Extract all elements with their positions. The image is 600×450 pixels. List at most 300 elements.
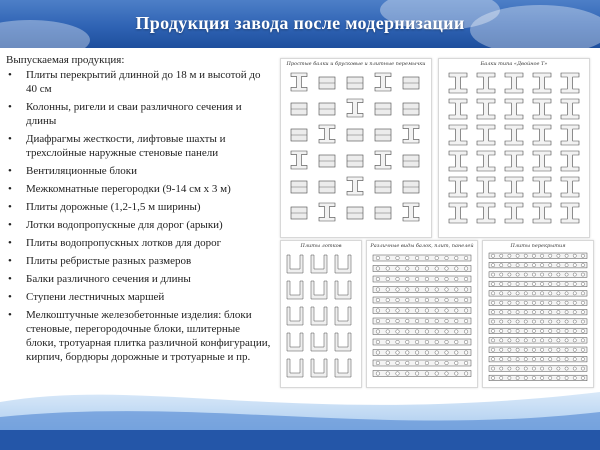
product-list-item (6, 254, 272, 268)
drawing-stroke (557, 329, 560, 332)
drawing-stroke (435, 288, 439, 292)
drawing-stroke (396, 298, 400, 302)
drawing-stroke (376, 277, 380, 281)
drawing-stroke (396, 256, 400, 260)
drawing-stroke (464, 267, 468, 271)
drawing-stroke (565, 348, 568, 351)
drawing-stroke (581, 367, 584, 370)
drawing-stroke (335, 307, 351, 325)
drawing-stroke (415, 309, 419, 313)
drawing-stroke (415, 319, 419, 323)
drawing-stroke (406, 340, 410, 344)
drawing-stroke (445, 319, 449, 323)
drawing-stroke (425, 309, 429, 313)
drawing-stroke (491, 301, 494, 304)
drawing-stroke (565, 329, 568, 332)
drawing-stroke (489, 262, 587, 268)
drawing-stroke (319, 203, 335, 221)
drawing-stroke (516, 264, 519, 267)
drawing-stroke (464, 340, 468, 344)
drawing-stroke (425, 319, 429, 323)
drawing-stroke (455, 277, 459, 281)
drawing-stroke (565, 292, 568, 295)
drawing-stroke (516, 358, 519, 361)
drawing-stroke (549, 339, 552, 342)
drawing-stroke (516, 329, 519, 332)
drawing-stroke (557, 358, 560, 361)
drawing-stroke (508, 273, 511, 276)
drawing-stroke (489, 319, 587, 325)
drawing-stroke (500, 329, 503, 332)
drawing-stroke (376, 340, 380, 344)
drawing-stroke (500, 273, 503, 276)
drawing-stroke (425, 298, 429, 302)
drawing-stroke (455, 267, 459, 271)
drawing-stroke (386, 256, 390, 260)
drawing-stroke (524, 292, 527, 295)
drawing-stroke (406, 267, 410, 271)
footer-bar (0, 430, 600, 450)
drawing-stroke (415, 288, 419, 292)
drawing-stroke (573, 282, 576, 285)
drawing-stroke (581, 358, 584, 361)
product-list-item-text: Мелкоштучные железобетонные изделия: блоки стеновые, перегородочные блоки, шлитерные блоки, тротуарная плитка различной конфигурации, кирпич, бордюры дорожные и тротуарные и пр. (26, 309, 271, 363)
drawing-stroke (581, 273, 584, 276)
product-list-item-text: Плиты водопропускных лотков для дорог (26, 237, 222, 249)
bullet-icon: • (8, 309, 12, 321)
drawing-stroke (508, 358, 511, 361)
drawing-stroke (573, 273, 576, 276)
drawing-stroke (376, 351, 380, 355)
drawing-stroke (508, 282, 511, 285)
drawing-stroke (464, 351, 468, 355)
drawing-stroke (311, 281, 327, 299)
bullet-icon: • (8, 101, 12, 113)
drawing-stroke (540, 339, 543, 342)
bullet-icon: • (8, 255, 12, 267)
bullet-icon: • (8, 219, 12, 231)
tray-drawings (281, 241, 361, 387)
drawing-stroke (516, 348, 519, 351)
product-list-item-text: Диафрагмы жесткости, лифтовые шахты и трехслойные наружные стеновые панели (26, 133, 226, 159)
drawing-stroke (435, 267, 439, 271)
panel-title: Различные виды балок, плит, панелей (370, 243, 474, 249)
drawing-stroke (455, 256, 459, 260)
drawing-stroke (540, 320, 543, 323)
bullet-icon: • (8, 133, 12, 145)
drawing-stroke (425, 340, 429, 344)
drawing-stroke (435, 340, 439, 344)
drawing-stroke (386, 267, 390, 271)
drawing-stroke (508, 367, 511, 370)
drawing-stroke (561, 203, 579, 223)
drawing-stroke (445, 277, 449, 281)
drawing-stroke (549, 273, 552, 276)
panel-title: Плиты лотков (300, 243, 342, 249)
drawing-stroke (396, 319, 400, 323)
drawing-stroke (516, 311, 519, 314)
product-list-item-text: Балки различного сечения и длины (26, 273, 191, 285)
drawing-stroke (540, 329, 543, 332)
drawing-stroke (445, 340, 449, 344)
drawing-stroke (524, 329, 527, 332)
drawing-stroke (425, 256, 429, 260)
drawing-stroke (549, 320, 552, 323)
drawing-stroke (557, 367, 560, 370)
drawing-stroke (565, 320, 568, 323)
drawing-stroke (464, 309, 468, 313)
drawing-stroke (540, 273, 543, 276)
drawing-stroke (516, 320, 519, 323)
drawing-stroke (524, 311, 527, 314)
drawing-stroke (376, 309, 380, 313)
drawing-stroke (540, 311, 543, 314)
product-list-item (6, 164, 272, 178)
drawing-stroke (489, 366, 587, 372)
drawing-stroke (549, 264, 552, 267)
drawing-stroke (491, 264, 494, 267)
drawing-stroke (508, 311, 511, 314)
drawing-stroke (573, 264, 576, 267)
drawing-stroke (561, 73, 579, 93)
drawing-stroke (581, 311, 584, 314)
bullet-icon: • (8, 69, 12, 81)
drawing-stroke (491, 254, 494, 257)
drawing-stroke (581, 282, 584, 285)
drawing-stroke (415, 267, 419, 271)
drawing-stroke (376, 319, 380, 323)
drawing-stroke (500, 264, 503, 267)
products-intro: Выпускаемая продукция: (6, 54, 125, 66)
drawing-stroke (415, 298, 419, 302)
drawing-stroke (532, 339, 535, 342)
drawing-stroke (524, 320, 527, 323)
drawing-stroke (489, 338, 587, 344)
drawing-stroke (445, 330, 449, 334)
drawing-stroke (386, 288, 390, 292)
drawing-stroke (500, 358, 503, 361)
drawing-stroke (505, 73, 523, 93)
drawing-stroke (565, 339, 568, 342)
drawing-stroke (557, 348, 560, 351)
slide-header (0, 0, 600, 48)
drawing-stroke (489, 309, 587, 315)
drawing-stroke (415, 340, 419, 344)
drawing-stroke (508, 292, 511, 295)
drawing-stroke (311, 255, 327, 273)
drawing-stroke (491, 339, 494, 342)
drawing-stroke (435, 351, 439, 355)
drawing-stroke (573, 348, 576, 351)
drawing-stroke (573, 358, 576, 361)
drawing-stroke (573, 301, 576, 304)
drawing-stroke (573, 292, 576, 295)
drawing-stroke (455, 351, 459, 355)
drawing-stroke (500, 282, 503, 285)
product-list-item (6, 290, 272, 304)
drawing-stroke (581, 320, 584, 323)
drawing-stroke (533, 73, 551, 93)
drawing-stroke (491, 273, 494, 276)
drawing-stroke (581, 329, 584, 332)
drawing-stroke (406, 361, 410, 365)
drawing-stroke (491, 311, 494, 314)
drawing-stroke (477, 203, 495, 223)
drawing-stroke (491, 367, 494, 370)
drawing-stroke (311, 307, 327, 325)
drawing-stroke (464, 319, 468, 323)
drawing-stroke (524, 254, 527, 257)
drawing-stroke (435, 309, 439, 313)
drawing-stroke (335, 333, 351, 351)
drawing-stroke (540, 367, 543, 370)
drawing-stroke (445, 298, 449, 302)
product-list-item (6, 200, 272, 214)
drawing-stroke (581, 264, 584, 267)
beam-drawings (281, 59, 431, 237)
product-list-item-text: Колонны, ригели и сваи различного сечения и длины (26, 101, 242, 127)
drawing-stroke (505, 151, 523, 171)
bullet-icon: • (8, 183, 12, 195)
drawing-stroke (376, 330, 380, 334)
drawing-stroke (573, 367, 576, 370)
drawing-stroke (375, 73, 391, 91)
drawing-stroke (508, 254, 511, 257)
product-list (6, 68, 272, 368)
product-drawings (276, 58, 594, 388)
drawing-stroke (532, 320, 535, 323)
drawing-stroke (415, 256, 419, 260)
drawing-stroke (477, 125, 495, 145)
drawing-stroke (508, 320, 511, 323)
drawing-stroke (491, 320, 494, 323)
drawing-stroke (406, 309, 410, 313)
drawing-stroke (347, 99, 363, 117)
drawing-stroke (403, 203, 419, 221)
drawing-stroke (561, 151, 579, 171)
drawing-stroke (425, 351, 429, 355)
drawing-stroke (449, 151, 467, 171)
drawing-stroke (549, 301, 552, 304)
drawing-stroke (532, 292, 535, 295)
product-list-item (6, 182, 272, 196)
drawing-stroke (287, 333, 303, 351)
drawing-stroke (516, 339, 519, 342)
drawing-stroke (516, 282, 519, 285)
drawing-stroke (403, 125, 419, 143)
drawing-stroke (489, 328, 587, 334)
drawing-stroke (455, 340, 459, 344)
drawing-stroke (425, 288, 429, 292)
drawing-stroke (445, 351, 449, 355)
drawing-stroke (505, 203, 523, 223)
slab-drawings (483, 241, 593, 387)
drawing-stroke (445, 309, 449, 313)
product-list-item-text: Плиты ребристые разных размеров (26, 255, 192, 267)
drawing-stroke (489, 347, 587, 353)
drawing-stroke (386, 330, 390, 334)
drawing-stroke (386, 309, 390, 313)
drawing-stroke (491, 348, 494, 351)
drawing-stroke (287, 281, 303, 299)
drawing-stroke (491, 358, 494, 361)
drawing-stroke (455, 288, 459, 292)
bullet-icon: • (8, 201, 12, 213)
drawing-stroke (549, 358, 552, 361)
bullet-icon: • (8, 237, 12, 249)
drawing-stroke (406, 330, 410, 334)
drawing-stroke (445, 288, 449, 292)
drawing-stroke (581, 254, 584, 257)
product-list-item (6, 100, 272, 128)
drawing-stroke (491, 282, 494, 285)
product-list-item-text: Плиты перекрытий длинной до 18 м и высотой до 40 см (26, 69, 261, 95)
drawing-stroke (335, 281, 351, 299)
drawing-stroke (489, 300, 587, 306)
drawing-stroke (549, 329, 552, 332)
drawing-stroke (565, 254, 568, 257)
drawing-stroke (435, 330, 439, 334)
drawing-stroke (406, 256, 410, 260)
drawing-stroke (540, 358, 543, 361)
drawing-stroke (549, 367, 552, 370)
drawing-stroke (508, 339, 511, 342)
drawing-stroke (557, 339, 560, 342)
drawing-stroke (406, 319, 410, 323)
bullet-icon: • (8, 165, 12, 177)
drawing-stroke (532, 282, 535, 285)
drawing-stroke (500, 311, 503, 314)
drawing-stroke (524, 358, 527, 361)
drawing-stroke (477, 99, 495, 119)
drawing-stroke (573, 320, 576, 323)
drawing-stroke (557, 292, 560, 295)
drawing-stroke (489, 253, 587, 259)
drawing-stroke (435, 319, 439, 323)
drawing-stroke (500, 367, 503, 370)
drawing-stroke (386, 298, 390, 302)
drawing-stroke (396, 277, 400, 281)
drawing-stroke (491, 292, 494, 295)
drawing-stroke (500, 254, 503, 257)
drawing-panel-trays (280, 240, 362, 388)
drawing-stroke (386, 351, 390, 355)
drawing-stroke (532, 311, 535, 314)
drawing-stroke (573, 254, 576, 257)
drawing-stroke (581, 301, 584, 304)
drawing-stroke (477, 73, 495, 93)
product-list-item-text: Ступени лестничных маршей (26, 291, 165, 303)
drawing-stroke (516, 254, 519, 257)
drawing-stroke (549, 292, 552, 295)
drawing-stroke (565, 311, 568, 314)
drawing-stroke (425, 277, 429, 281)
drawing-stroke (445, 267, 449, 271)
drawing-stroke (532, 367, 535, 370)
drawing-stroke (505, 177, 523, 197)
drawing-panel-double-t (438, 58, 590, 238)
drawing-stroke (524, 282, 527, 285)
drawing-stroke (557, 311, 560, 314)
drawing-stroke (557, 254, 560, 257)
drawing-stroke (573, 339, 576, 342)
drawing-stroke (524, 367, 527, 370)
panel-title: Плиты перекрытия (510, 243, 566, 249)
drawing-stroke (500, 292, 503, 295)
drawing-stroke (561, 177, 579, 197)
drawing-stroke (508, 329, 511, 332)
drawing-stroke (549, 282, 552, 285)
drawing-stroke (491, 329, 494, 332)
drawing-stroke (500, 301, 503, 304)
drawing-stroke (540, 264, 543, 267)
drawing-stroke (561, 125, 579, 145)
drawing-stroke (291, 73, 307, 91)
drawing-stroke (425, 267, 429, 271)
drawing-stroke (396, 340, 400, 344)
drawing-stroke (435, 256, 439, 260)
drawing-stroke (508, 264, 511, 267)
drawing-stroke (540, 254, 543, 257)
drawing-stroke (464, 256, 468, 260)
drawing-stroke (489, 356, 587, 362)
product-list-item (6, 236, 272, 250)
drawing-panel-various (366, 240, 478, 388)
drawing-stroke (532, 254, 535, 257)
product-list-item-text: Плиты дорожные (1,2-1,5 м ширины) (26, 201, 201, 213)
drawing-stroke (455, 361, 459, 365)
drawing-stroke (449, 203, 467, 223)
product-list-item (6, 272, 272, 286)
bullet-icon: • (8, 291, 12, 303)
drawing-stroke (415, 330, 419, 334)
drawing-stroke (415, 351, 419, 355)
drawing-stroke (386, 277, 390, 281)
drawing-stroke (449, 99, 467, 119)
drawing-stroke (505, 125, 523, 145)
drawing-stroke (500, 339, 503, 342)
drawing-stroke (505, 99, 523, 119)
drawing-stroke (561, 99, 579, 119)
drawing-stroke (516, 292, 519, 295)
drawing-stroke (500, 320, 503, 323)
drawing-stroke (455, 298, 459, 302)
drawing-stroke (540, 292, 543, 295)
drawing-stroke (565, 264, 568, 267)
drawing-stroke (540, 301, 543, 304)
drawing-stroke (449, 177, 467, 197)
drawing-stroke (557, 301, 560, 304)
drawing-stroke (557, 273, 560, 276)
drawing-stroke (376, 288, 380, 292)
drawing-stroke (581, 339, 584, 342)
drawing-stroke (319, 125, 335, 143)
drawing-stroke (376, 298, 380, 302)
drawing-stroke (406, 277, 410, 281)
drawing-stroke (549, 311, 552, 314)
drawing-stroke (335, 255, 351, 273)
drawing-stroke (464, 361, 468, 365)
drawing-stroke (455, 330, 459, 334)
drawing-stroke (376, 256, 380, 260)
drawing-stroke (455, 319, 459, 323)
drawing-stroke (565, 273, 568, 276)
drawing-stroke (581, 292, 584, 295)
drawing-stroke (533, 125, 551, 145)
drawing-stroke (516, 273, 519, 276)
drawing-stroke (533, 151, 551, 171)
drawing-stroke (516, 301, 519, 304)
